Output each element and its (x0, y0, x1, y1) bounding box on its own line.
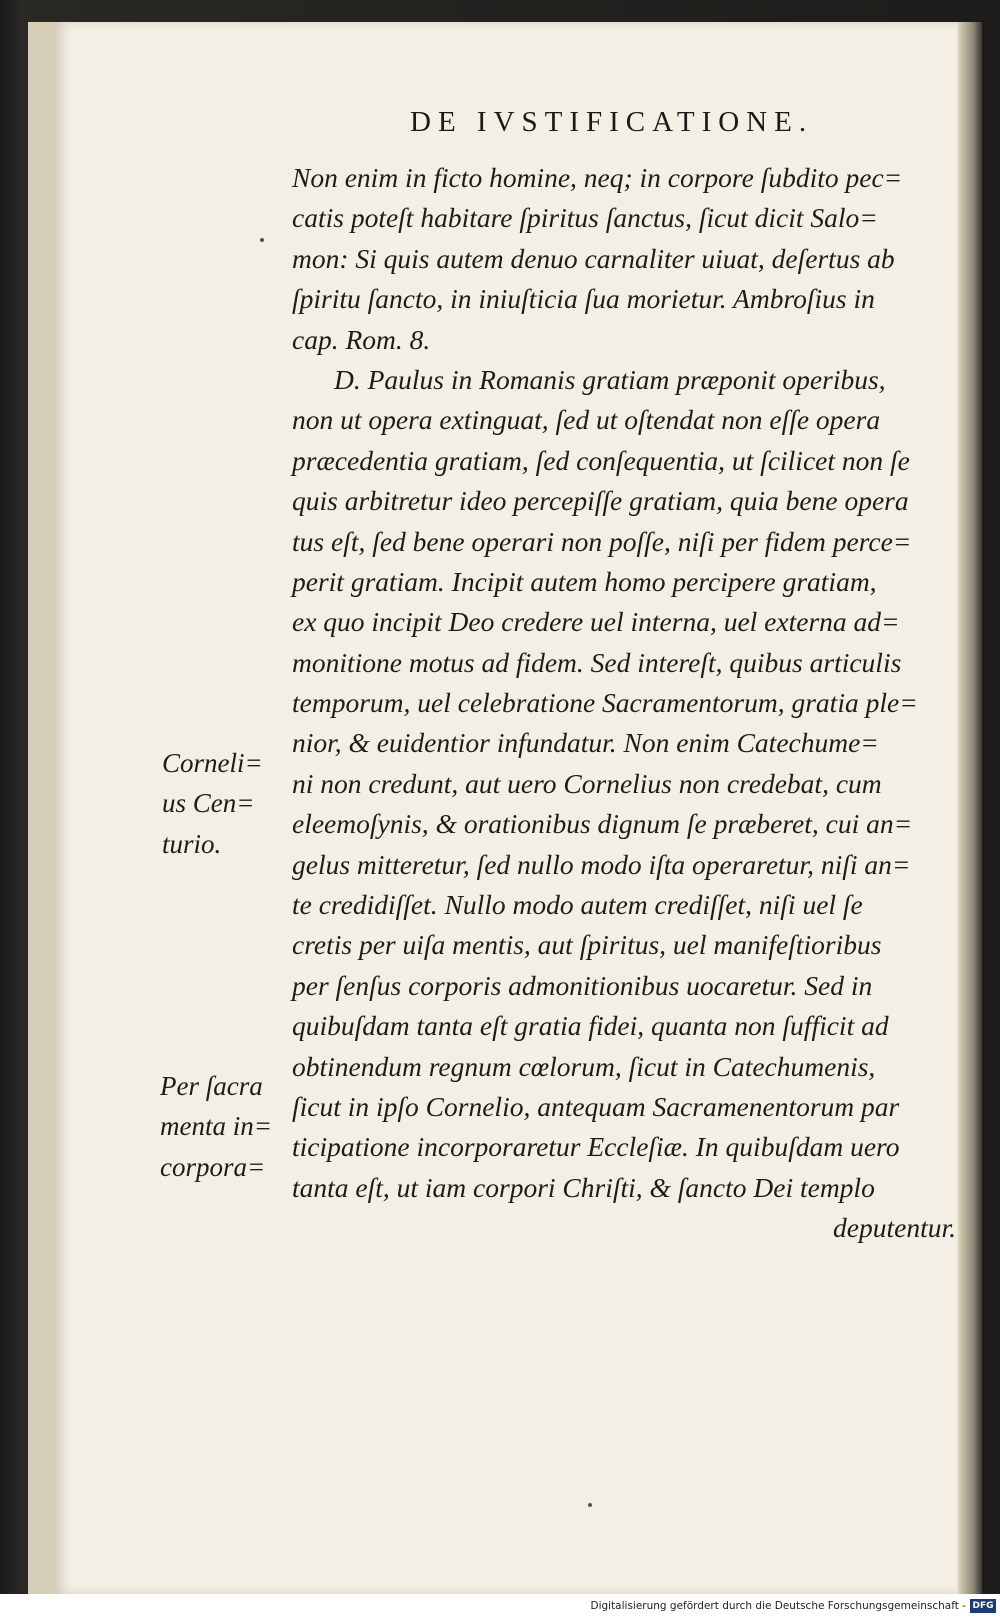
text-line: ticipatione incorporaretur Eccleſiæ. In quibuſdam uero (292, 1131, 900, 1163)
text-line: præcedentia gratiam, ſed conſequentia, ut ſcilicet non ſe (292, 444, 910, 476)
running-head: DE IVSTIFICATIONE. (410, 106, 814, 138)
margin-note-line: Corneli= (162, 748, 263, 778)
text-line: ſicut in ipſo Cornelio, antequam Sacramenentorum par (292, 1090, 900, 1122)
margin-note-sacramenta (160, 1066, 272, 1187)
margin-note-line: menta in= (160, 1111, 272, 1142)
text-line: D. Paulus in Romanis gratiam præponit operibus, (334, 363, 886, 395)
ink-speck (588, 1503, 592, 1507)
footer-credit: Digitalisierung gefördert durch die Deutsche Forschungsgemeinschaft - (590, 1600, 966, 1612)
text-line: per ſenſus corporis admonitionibus uocaretur. Sed in (292, 969, 873, 1001)
text-line: nior, & euidentior infundatur. Non enim Catechume= (292, 727, 879, 759)
margin-note-line: corpora= (160, 1151, 266, 1182)
text-line: monitione motus ad fidem. Sed intereſt, quibus articulis (292, 646, 902, 678)
text-line: non ut opera extinguat, ſed ut oſtendat non eſſe opera (292, 404, 881, 436)
text-line: deputentur. (833, 1212, 956, 1244)
text-line: gelus mitteretur, ſed nullo modo iſta operaretur, niſi an= (292, 848, 911, 880)
text-line: tus eſt, ſed bene operari non poſſe, niſi per fidem perce= (292, 525, 912, 557)
margin-note-cornelius (162, 743, 263, 864)
dfg-logo: DFG (970, 1599, 996, 1613)
text-line: tanta eſt, ut iam corpori Chriſti, & ſancto Dei templo (292, 1171, 875, 1203)
text-line: catis poteſt habitare ſpiritus ſanctus, ſicut dicit Salo= (292, 202, 878, 234)
text-line: Non enim in ficto homine, neq; in corpore ſubdito pec= (292, 162, 903, 193)
text-line: cap. Rom. 8. (292, 323, 431, 355)
text-line: ſpiritu ſancto, in iniuſticia ſua morietur. Ambroſius in (292, 283, 875, 315)
text-line: cretis per uiſa mentis, aut ſpiritus, uel manifeſtioribus (292, 929, 882, 961)
margin-note-line: us Cen= (162, 788, 255, 819)
margin-note-line: turio. (162, 828, 222, 859)
ink-speck (260, 238, 264, 242)
body-text (292, 158, 962, 1249)
text-line: ni non credunt, aut uero Cornelius non credebat, cum (292, 767, 882, 799)
margin-note-line: Per ſacra (160, 1071, 263, 1101)
text-line: ex quo incipit Deo credere uel interna, uel externa ad= (292, 606, 900, 638)
text-line: temporum, uel celebratione Sacramentorum, gratia ple= (292, 687, 918, 719)
text-line: mon: Si quis autem denuo carnaliter uiuat, deſertus ab (292, 242, 895, 274)
text-line: quibuſdam tanta eſt gratia fidei, quanta non ſufficit ad (292, 1010, 889, 1042)
text-line: obtinendum regnum cœlorum, ſicut in Catechumenis, (292, 1050, 876, 1082)
text-line: quis arbitretur ideo percepiſſe gratiam, quia bene opera (292, 485, 909, 517)
text-line: te credidiſſet. Nullo modo autem crediſſet, niſi uel ſe (292, 889, 863, 921)
page-edge-right (960, 22, 982, 1594)
text-line: eleemoſynis, & orationibus dignum ſe præberet, cui an= (292, 808, 913, 840)
text-line: perit gratiam. Incipit autem homo percipere gratiam, (292, 565, 877, 597)
